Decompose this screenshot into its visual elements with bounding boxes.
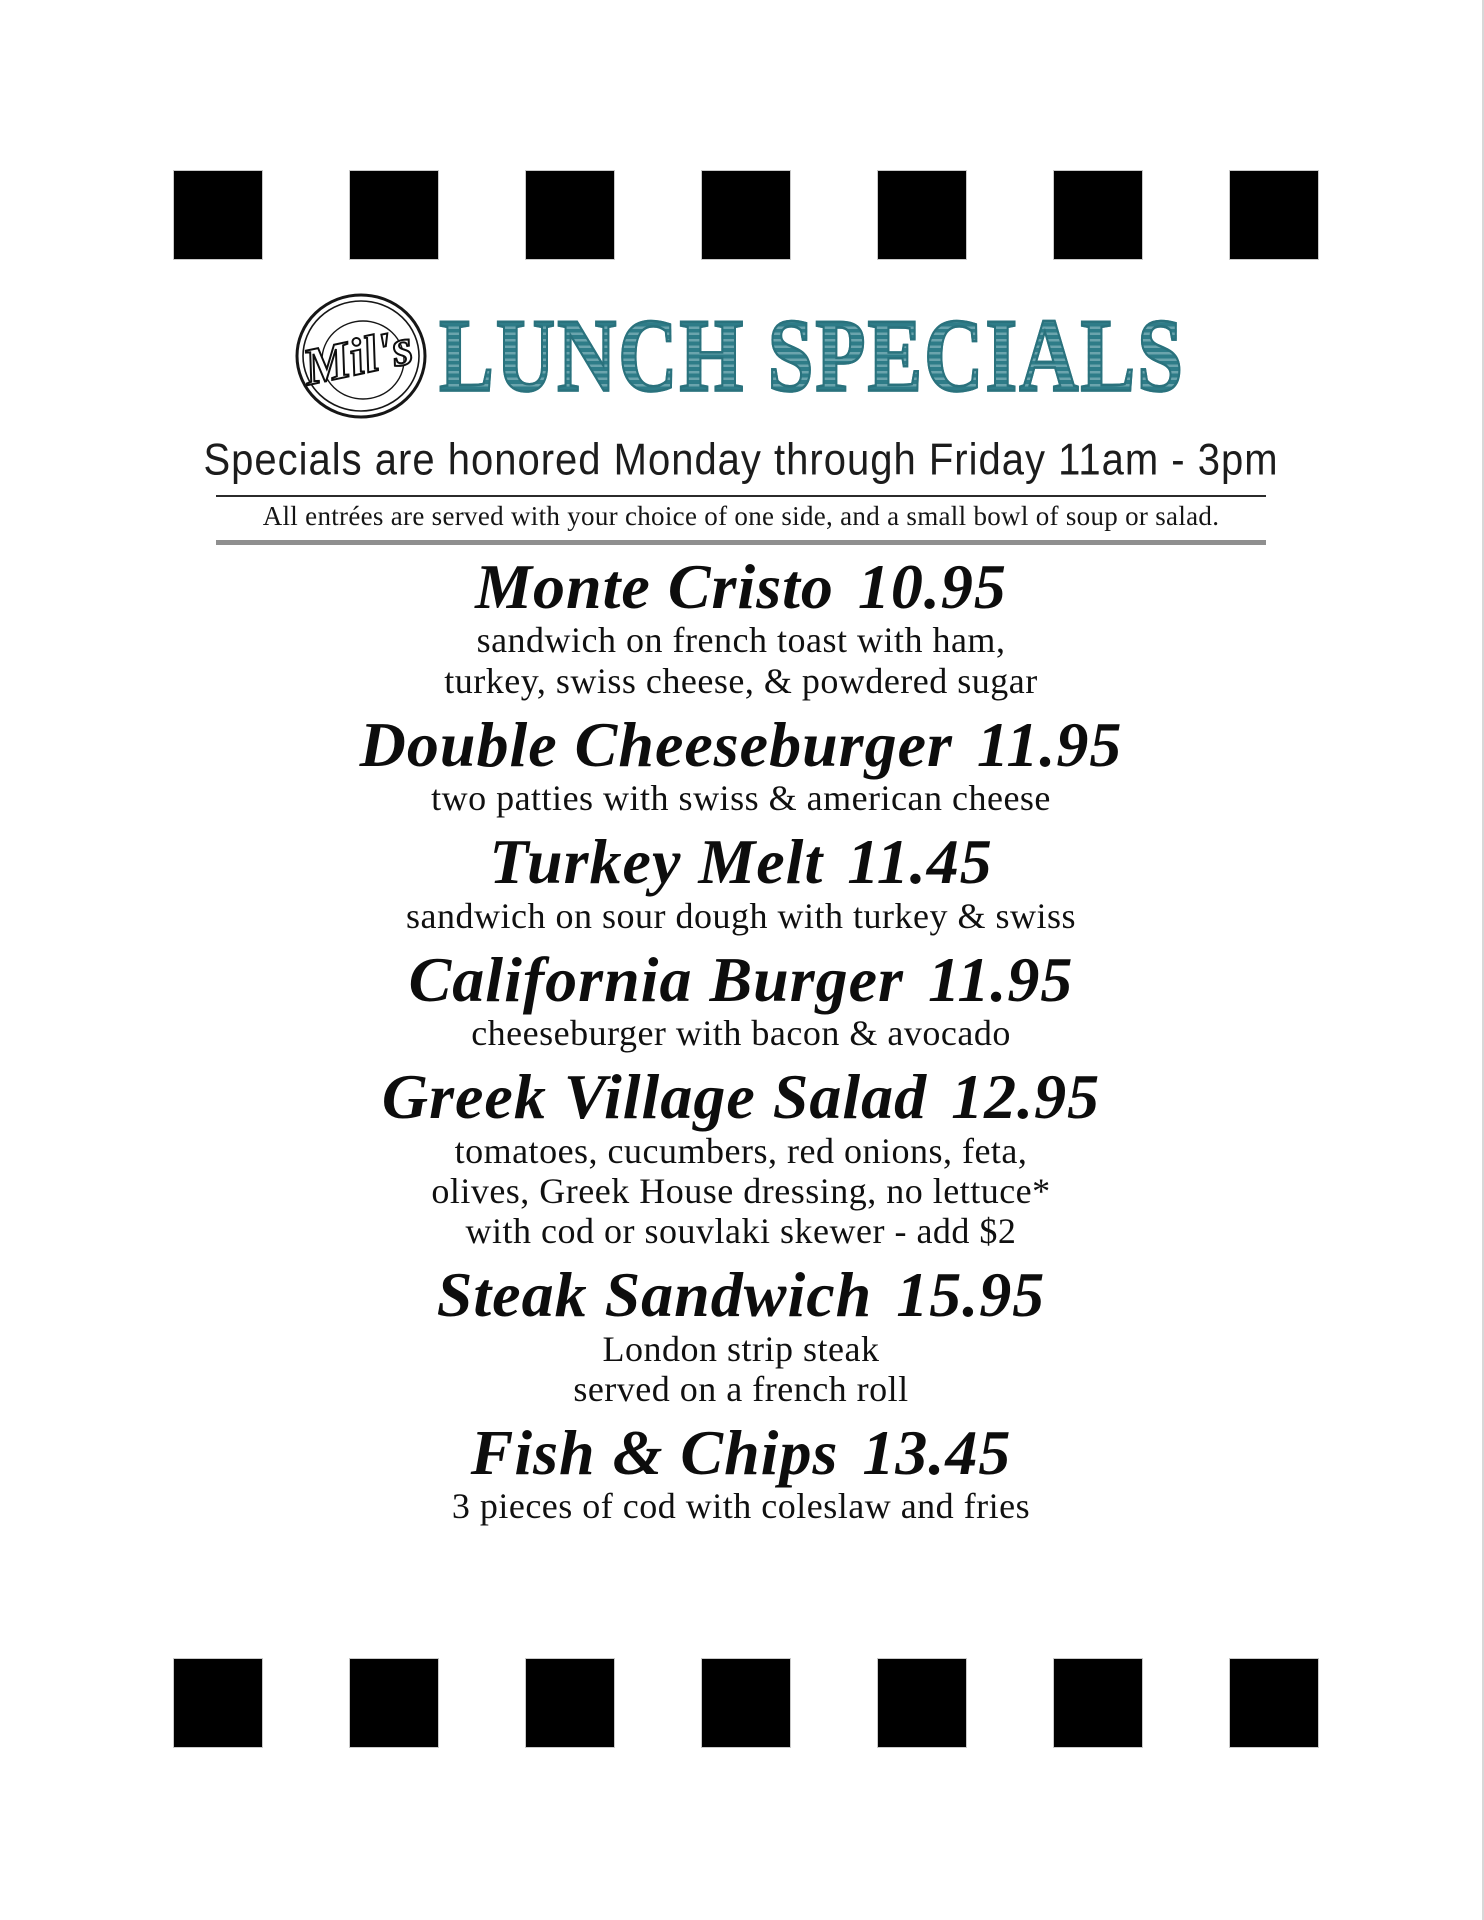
checker-square [1054,171,1142,259]
menu-item-double-cheeseburger [0,708,1482,819]
item-price: 11.95 [976,708,1123,780]
menu-list [0,553,1482,1527]
item-price: 12.95 [951,1061,1101,1133]
item-name-line [0,553,1482,620]
sides-note: All entrées are served with your choice of one side, and a small bowl of soup or salad. [216,495,1266,545]
item-name: Monte Cristo [475,551,834,622]
item-name-line [0,708,1482,780]
item-name-line [0,1417,1482,1489]
item-name: Fish & Chips [470,1417,839,1489]
checker-square [878,1659,966,1747]
item-description: cheeseburger with bacon & avocado [471,1013,1011,1053]
menu-item-turkey-melt [0,828,1482,936]
menu-item-california-burger [0,943,1482,1054]
checker-strip-top [174,171,1318,259]
mils-logo-text: Mil's [298,318,418,397]
item-name: California Burger [408,943,904,1015]
item-price: 15.95 [896,1259,1046,1331]
item-description: two patties with swiss & american cheese [431,778,1051,818]
checker-square [526,1659,614,1747]
item-price: 11.95 [927,943,1074,1015]
checker-strip-bottom [174,1659,1318,1747]
item-price: 10.95 [857,551,1007,622]
checker-square [526,171,614,259]
menu-item-steak-sandwich [0,1261,1482,1409]
checker-square [1054,1659,1142,1747]
item-description: 3 pieces of cod with coleslaw and fries [451,1486,1031,1527]
checker-square [878,171,966,259]
mils-logo-icon [283,282,435,434]
item-price: 13.45 [862,1417,1012,1489]
item-name: Turkey Melt [489,826,824,898]
checker-square [174,1659,262,1747]
checker-square [174,171,262,259]
item-description: tomatoes, cucumbers, red onions, feta, [454,1130,1028,1171]
item-description: turkey, swiss cheese, & powdered sugar [444,660,1038,701]
item-name: Steak Sandwich [436,1259,873,1331]
checker-square [350,171,438,259]
checker-square [1230,1659,1318,1747]
checker-square [1230,171,1318,259]
checker-square [702,171,790,259]
item-description: served on a french roll [573,1368,909,1409]
item-name-line [0,826,1482,898]
item-description: sandwich on french toast with ham, [476,620,1006,661]
item-name-line [0,943,1482,1015]
menu-item-fish-and-chips [0,1419,1482,1527]
item-description: with cod or souvlaki skewer - add $2 [465,1211,1017,1252]
item-name-line [0,1259,1482,1331]
menu-item-monte-cristo [0,553,1482,701]
mils-logo [283,282,435,434]
menu-item-greek-village-salad [0,1063,1482,1251]
item-name: Greek Village Salad [381,1061,928,1133]
item-price: 11.45 [847,826,993,898]
hours-subtitle: Specials are honored Monday through Friday 11am - 3pm [203,435,1279,485]
item-description: London strip steak [602,1328,880,1369]
page-title: LUNCH SPECIALS [439,296,1185,414]
checker-square [702,1659,790,1747]
item-description: olives, Greek House dressing, no lettuce* [431,1170,1051,1211]
item-name-line [0,1061,1482,1133]
item-name: Double Cheeseburger [359,708,953,780]
checker-square [350,1659,438,1747]
item-description: sandwich on sour dough with turkey & swiss [406,895,1076,936]
